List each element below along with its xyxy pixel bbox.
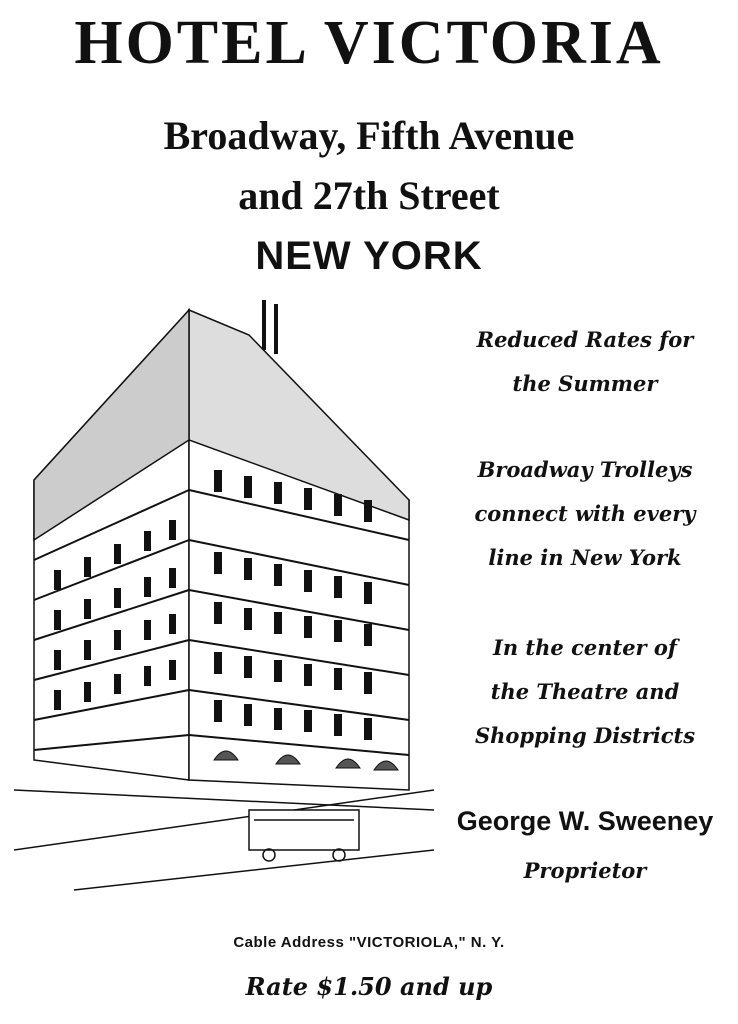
- proprietor-name: George W. Sweeney: [456, 806, 714, 836]
- cable-address: Cable Address "VICTORIOLA," N. Y.: [233, 934, 505, 951]
- feature-line: the Theatre and: [490, 679, 680, 704]
- room-rate: Rate $1.50 and up: [245, 972, 493, 1001]
- feature-line: In the center of: [493, 635, 677, 660]
- address-line-2: and 27th Street: [238, 173, 500, 218]
- feature-line: connect with every: [474, 501, 696, 526]
- feature-line: Reduced Rates for: [476, 327, 694, 352]
- city-name: NEW YORK: [255, 234, 483, 278]
- feature-location: [440, 626, 730, 758]
- feature-trolleys: [440, 448, 730, 580]
- proprietor-title: Proprietor: [523, 858, 647, 883]
- hotel-title: HOTEL VICTORIA: [74, 9, 664, 77]
- feature-line: line in New York: [488, 545, 682, 570]
- feature-line: Broadway Trolleys: [477, 457, 693, 482]
- feature-line: Shopping Districts: [474, 723, 696, 748]
- feature-reduced-rates: [440, 318, 730, 406]
- address-line-1: Broadway, Fifth Avenue: [163, 113, 575, 158]
- hotel-building-illustration: [14, 290, 434, 930]
- feature-line: the Summer: [512, 371, 658, 396]
